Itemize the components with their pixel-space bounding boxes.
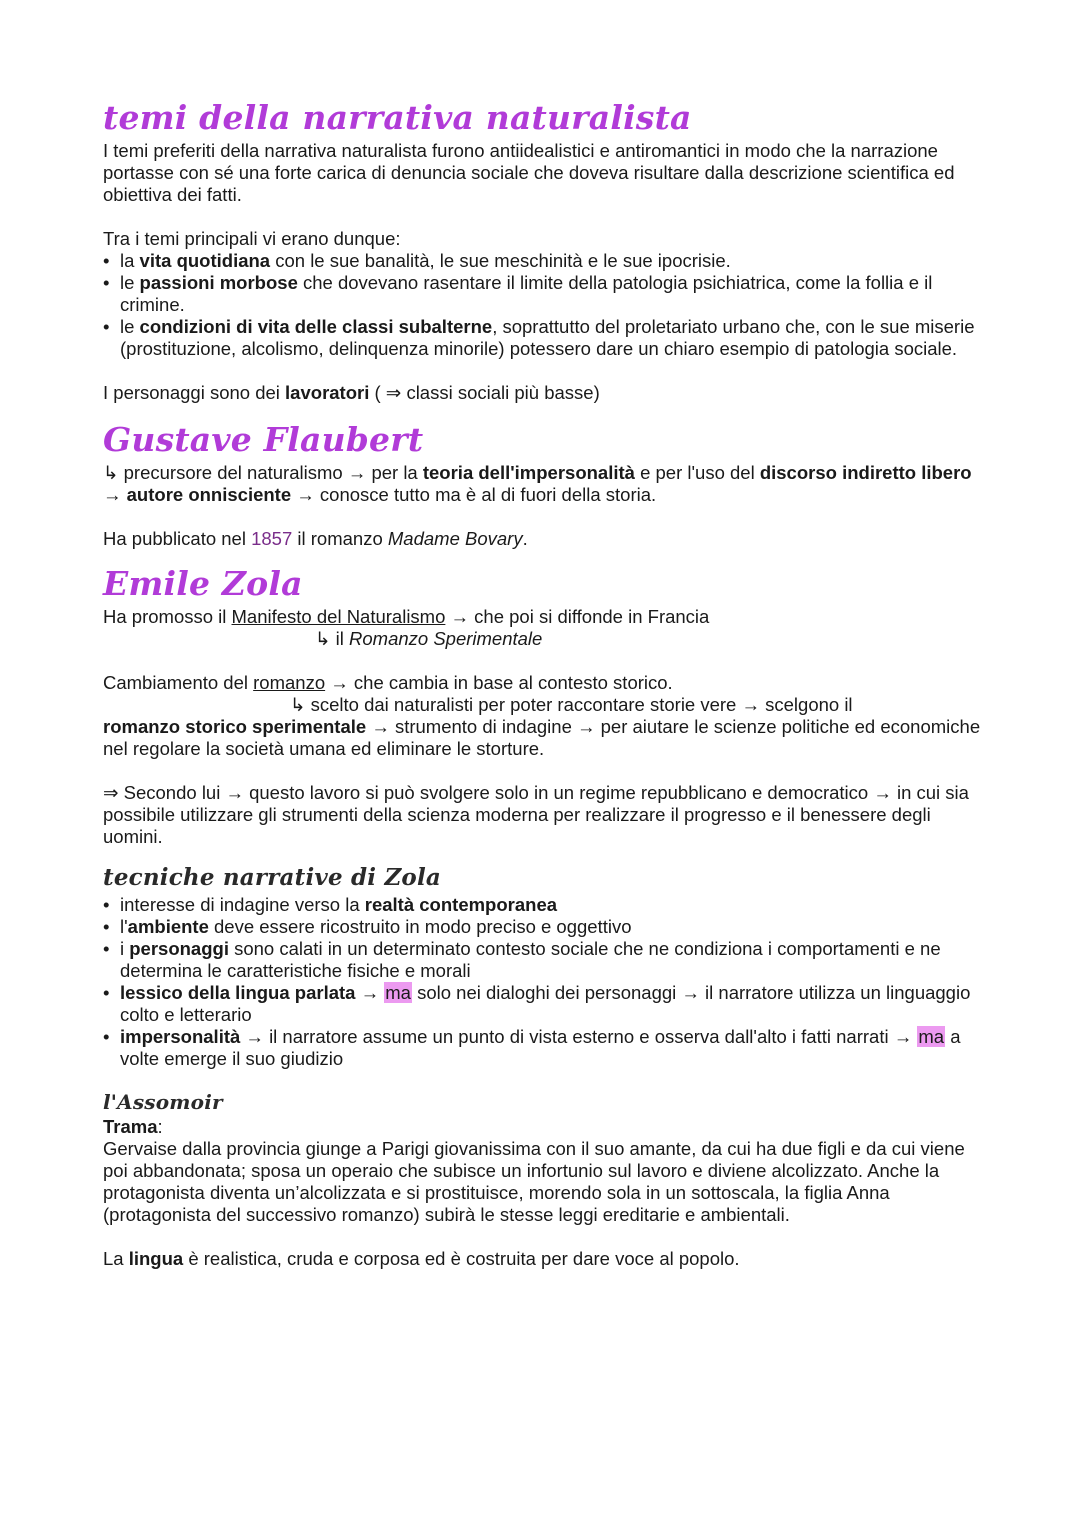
zola-cambiamento: Cambiamento del romanzo → che cambia in base al contesto storico. bbox=[103, 672, 673, 693]
zola-scelto: ↳ scelto dai naturalisti per poter raccontare storie vere → scelgono il bbox=[290, 694, 853, 715]
list-item: • impersonalità → il narratore assume un punto di vista esterno e osserva dall'alto i fatti narrati → ma a volte emerge il suo giudizio bbox=[103, 1026, 983, 1070]
flaubert-desc: ↳ precursore del naturalismo → per la teoria dell'impersonalità e per l'uso del discorso indiretto libero → autore onnisciente → conosce tutto ma è al di fuori della storia. bbox=[103, 462, 972, 505]
section-title-zola: Emile Zola bbox=[103, 564, 303, 603]
zola-manifesto: Ha promosso il Manifesto del Naturalismo → che poi si diffonde in Francia bbox=[103, 606, 710, 627]
temi-list bbox=[103, 250, 983, 360]
list-item: • l'ambiente deve essere ricostruito in modo preciso e oggettivo bbox=[103, 916, 983, 938]
list-item: • lessico della lingua parlata → ma solo nei dialoghi dei personaggi → il narratore utilizza un linguaggio colto e letterario bbox=[103, 982, 983, 1026]
temi-intro: I temi preferiti della narrativa naturalista furono antiidealistici e antiromantici in modo che la narrazione portasse con sé una forte carica di denuncia sociale che doveva risultare dalla descrizione scientifica ed obiettiva dei fatti. bbox=[103, 140, 955, 205]
highlight-ma: ma bbox=[385, 982, 411, 1003]
trama-text: Gervaise dalla provincia giunge a Parigi giovanissima con il suo amante, da cui ha due figli e da cui viene poi abbandonata; sposa un operaio che subisce un infortunio sul lavoro e diviene alcolizzato. Anche la protagonista diventa un’alcolizzata e si prostituisce, morendo sola in un sottoscala, la figlia Anna (protagonista del successivo romanzo) subirà le stesse leggi ereditarie e ambientali. bbox=[103, 1138, 965, 1225]
section-title-assomoir: l'Assomoir bbox=[103, 1090, 223, 1114]
list-item: • interesse di indagine verso la realtà contemporanea bbox=[103, 894, 983, 916]
flaubert-publication: Ha pubblicato nel 1857 il romanzo Madame Bovary. bbox=[103, 528, 528, 549]
tecniche-list bbox=[103, 894, 983, 1070]
temi-lead: Tra i temi principali vi erano dunque: bbox=[103, 228, 401, 249]
highlight-ma: ma bbox=[918, 1026, 945, 1047]
trama-label: Trama: bbox=[103, 1116, 163, 1137]
zola-romanzo-sperimentale: ↳ il Romanzo Sperimentale bbox=[315, 628, 543, 649]
list-item: • le passioni morbose che dovevano rasentare il limite della patologia psichiatrica, come la follia e il crimine. bbox=[103, 272, 983, 316]
section-title-flaubert: Gustave Flaubert bbox=[103, 420, 424, 459]
list-item: • le condizioni di vita delle classi subalterne, soprattutto del proletariato urbano che, con le sue miserie (prostituzione, alcolismo, delinquenza minorile) potessero dare un chiaro esempio di patologia sociale. bbox=[103, 316, 983, 360]
list-item: • i personaggi sono calati in un determinato contesto sociale che ne condiziona i comportamenti e ne determina le caratteristiche fisiche e morali bbox=[103, 938, 983, 982]
personaggi-line: I personaggi sono dei lavoratori ( ⇒ classi sociali più basse) bbox=[103, 382, 600, 403]
zola-romanzo-storico: romanzo storico sperimentale → strumento di indagine → per aiutare le scienze politiche ed economiche nel regolare la società umana ed eliminare le storture. bbox=[103, 716, 981, 759]
lingua-line: La lingua è realistica, cruda e corposa ed è costruita per dare voce al popolo. bbox=[103, 1248, 740, 1269]
zola-secondo-lui: ⇒ Secondo lui → questo lavoro si può svolgere solo in un regime repubblicano e democratico → in cui sia possibile utilizzare gli strumenti della scienza moderna per realizzare il progresso e il benessere degli uomini. bbox=[103, 782, 969, 847]
list-item: • la vita quotidiana con le sue banalità, le sue meschinità e le sue ipocrisie. bbox=[103, 250, 983, 272]
section-title-temi: temi della narrativa naturalista bbox=[103, 98, 692, 137]
notes-page bbox=[103, 96, 983, 1270]
section-title-tecniche: tecniche narrative di Zola bbox=[103, 864, 442, 891]
